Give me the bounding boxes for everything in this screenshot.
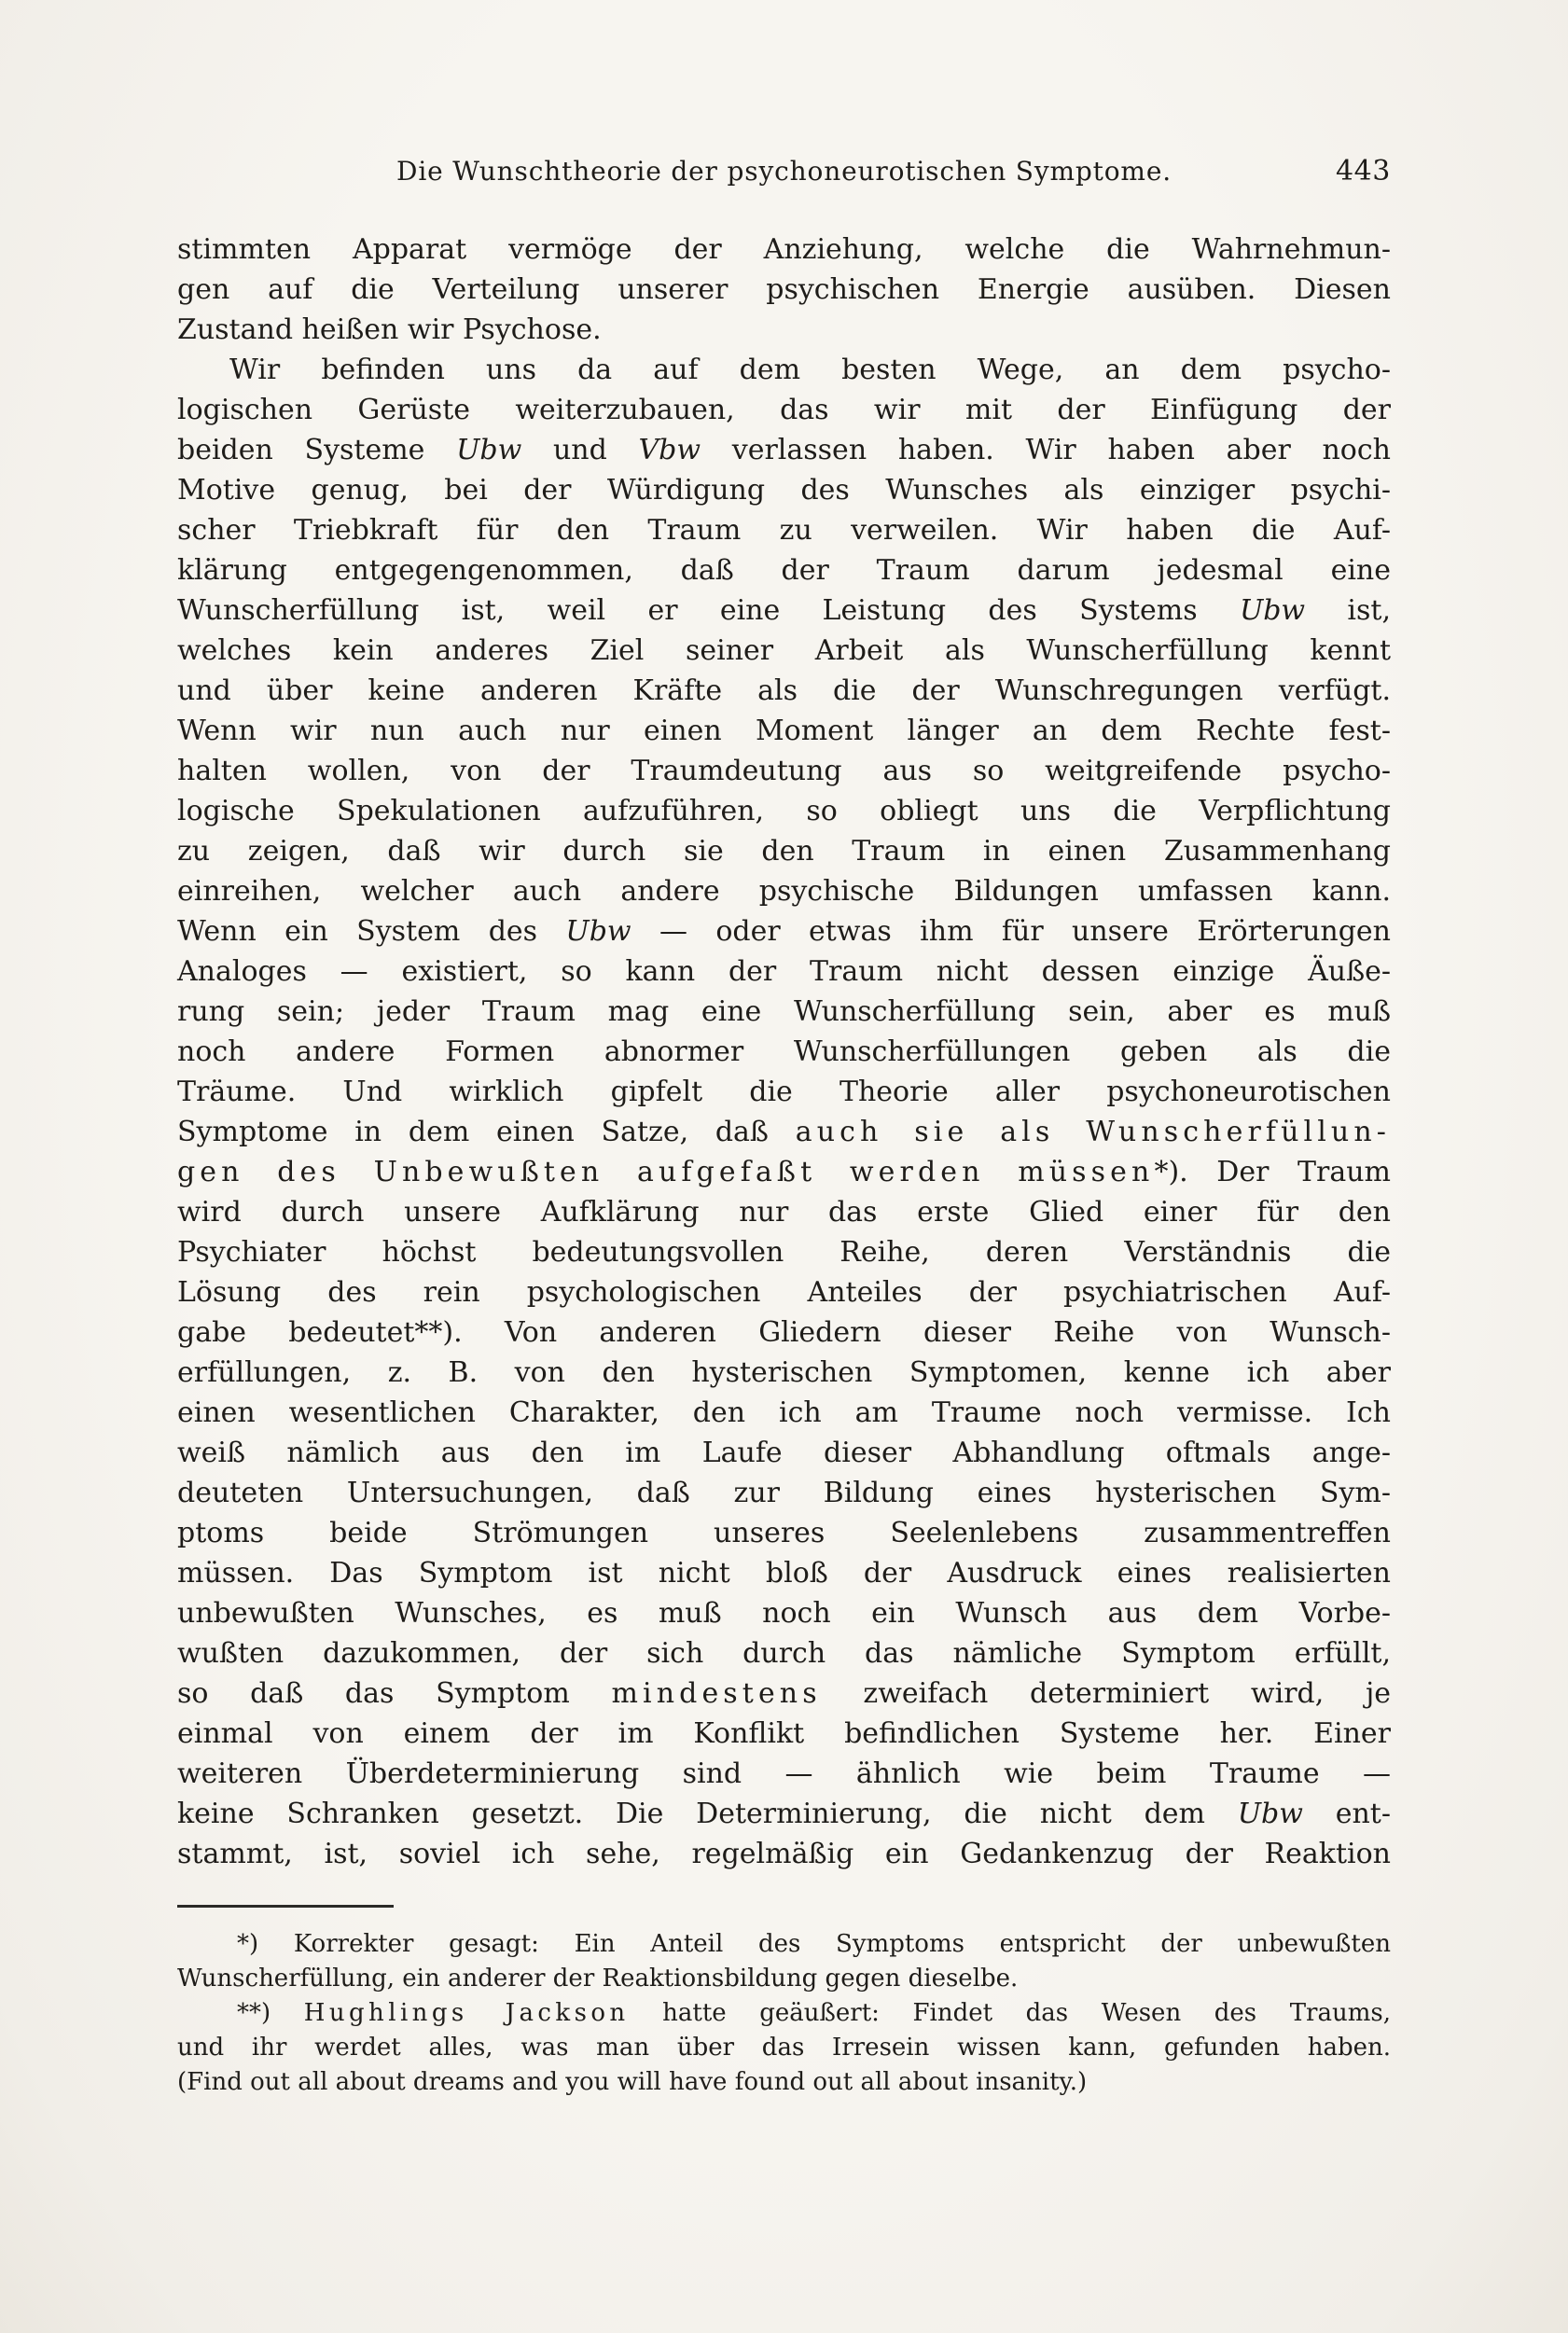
- body-line: [177, 1553, 1391, 1593]
- body-line: [177, 1393, 1391, 1433]
- text-run: keine Schranken gesetzt. Die Determinierung, die nicht dem: [177, 1798, 1238, 1830]
- spaced-emphasis: auch sie als Wunscherfüllun-: [795, 1116, 1391, 1148]
- text-run: und ihr werdet alles, was man über das Irresein wissen kann, gefunden haben.: [177, 2034, 1391, 2062]
- spaced-emphasis: mindestens: [611, 1677, 822, 1710]
- text-run: deuteten Untersuchungen, daß zur Bildung eines hysterischen Sym-: [177, 1477, 1391, 1509]
- body-line: [177, 751, 1391, 791]
- body-line: [177, 671, 1391, 711]
- text-run: ent-: [1302, 1798, 1391, 1830]
- body-line: [177, 1794, 1391, 1834]
- text-run: Wunscherfüllung, ein anderer der Reaktionsbildung gegen dieselbe.: [177, 1965, 1019, 1993]
- italic-term: Ubw: [456, 434, 522, 466]
- text-run: beiden Systeme: [177, 434, 457, 466]
- body-line: [177, 1433, 1391, 1473]
- body-line: [177, 1032, 1391, 1072]
- text-run: stimmten Apparat vermöge der Anziehung, welche die Wahrnehmun-: [177, 233, 1391, 266]
- text-run: Zustand heißen wir Psychose.: [177, 313, 602, 346]
- body-line: [177, 992, 1391, 1032]
- text-run: halten wollen, von der Traumdeutung aus so weitgreifende psycho-: [177, 755, 1391, 787]
- body-line: [177, 430, 1391, 470]
- text-run: zu zeigen, daß wir durch sie den Traum in einen Zusammenhang: [177, 835, 1391, 868]
- text-run: Analoges — existiert, so kann der Traum nicht dessen einzige Äuße-: [177, 955, 1391, 988]
- text-run: — oder etwas ihm für unsere Erörterungen: [631, 915, 1391, 948]
- text-run: Träume. Und wirklich gipfelt die Theorie aller psychoneurotischen: [177, 1076, 1391, 1108]
- text-run: *). Der Traum: [1154, 1156, 1391, 1188]
- body-line: [177, 310, 1391, 350]
- text-run: einen wesentlichen Charakter, den ich am Traume noch vermisse. Ich: [177, 1396, 1391, 1429]
- text-run: wird durch unsere Aufklärung nur das erste Glied einer für den: [177, 1196, 1391, 1229]
- body-line: [177, 229, 1391, 270]
- text-run: Wenn ein System des: [177, 915, 566, 948]
- body-line: [177, 510, 1391, 550]
- text-run: gabe bedeutet**). Von anderen Gliedern dieser Reihe von Wunsch-: [177, 1316, 1391, 1349]
- text-run: erfüllungen, z. B. von den hysterischen Symptomen, kenne ich aber: [177, 1356, 1391, 1389]
- body-text: [177, 229, 1391, 1874]
- text-run: verlassen haben. Wir haben aber noch: [701, 434, 1391, 466]
- body-line: [177, 1072, 1391, 1112]
- body-line: [177, 871, 1391, 911]
- body-line: [177, 831, 1391, 871]
- footnote-line: [177, 1962, 1391, 1996]
- body-line: [177, 350, 1391, 390]
- text-run: wußten dazukommen, der sich durch das nämliche Symptom erfüllt,: [177, 1637, 1391, 1670]
- body-line: [177, 1834, 1391, 1874]
- text-run: (Find out all about dreams and you will have found out all about insanity.): [177, 2068, 1088, 2096]
- text-run: welches kein anderes Ziel seiner Arbeit als Wunscherfüllung kennt: [177, 634, 1391, 667]
- text-run: unbewußten Wunsches, es muß noch ein Wunsch aus dem Vorbe-: [177, 1597, 1391, 1630]
- text-run: **): [237, 1999, 304, 2027]
- text-run: Psychiater höchst bedeutungsvollen Reihe, deren Verständnis die: [177, 1236, 1391, 1269]
- text-run: Wunscherfüllung ist, weil er eine Leistung des Systems: [177, 594, 1240, 627]
- body-line: [177, 1633, 1391, 1673]
- body-line: [177, 1714, 1391, 1754]
- body-line: [177, 1473, 1391, 1513]
- body-line: [177, 631, 1391, 671]
- body-line: [177, 1232, 1391, 1272]
- body-line: [177, 1152, 1391, 1192]
- text-run: und über keine anderen Kräfte als die der Wunschregungen verfügt.: [177, 674, 1391, 707]
- body-line: [177, 1754, 1391, 1794]
- text-run: weiteren Überdeterminierung sind — ähnlich wie beim Traume —: [177, 1757, 1391, 1790]
- text-run: Wenn wir nun auch nur einen Moment länger an dem Rechte fest-: [177, 715, 1391, 747]
- footnote-line: [177, 1996, 1391, 2031]
- body-line: [177, 550, 1391, 590]
- body-line: [177, 1513, 1391, 1553]
- body-line: [177, 390, 1391, 430]
- body-line: [177, 1192, 1391, 1232]
- footnote-line: [177, 2031, 1391, 2065]
- text-run: und: [521, 434, 639, 466]
- italic-term: Ubw: [1239, 594, 1306, 627]
- text-run: so daß das Symptom: [177, 1677, 612, 1710]
- text-run: rung sein; jeder Traum mag eine Wunscherfüllung sein, aber es muß: [177, 995, 1391, 1028]
- italic-term: Vbw: [638, 434, 701, 466]
- text-run: *) Korrekter gesagt: Ein Anteil des Symptoms entspricht der unbewußten: [237, 1930, 1391, 1958]
- text-run: hatte geäußert: Findet das Wesen des Traums,: [629, 1999, 1391, 2027]
- text-run: gen auf die Verteilung unserer psychischen Energie ausüben. Diesen: [177, 273, 1391, 306]
- page-number: 443: [1335, 155, 1391, 187]
- body-line: [177, 791, 1391, 831]
- text-run: einreihen, welcher auch andere psychische Bildungen umfassen kann.: [177, 875, 1391, 908]
- body-line: [177, 1673, 1391, 1714]
- text-run: Motive genug, bei der Würdigung des Wunsches als einziger psychi-: [177, 474, 1391, 507]
- body-line: [177, 1312, 1391, 1353]
- text-run: logische Spekulationen aufzuführen, so obliegt uns die Verpflichtung: [177, 795, 1391, 827]
- text-run: Wir befinden uns da auf dem besten Wege, an dem psycho-: [229, 354, 1391, 386]
- text-run: ptoms beide Strömungen unseres Seelenlebens zusammentreffen: [177, 1517, 1391, 1549]
- footnote-line: [177, 2065, 1391, 2100]
- page-title: Die Wunschtheorie der psychoneurotischen Symptome.: [396, 156, 1172, 187]
- text-run: ist,: [1305, 594, 1391, 627]
- text-run: Lösung des rein psychologischen Anteiles der psychiatrischen Auf-: [177, 1276, 1391, 1309]
- italic-term: Ubw: [1237, 1798, 1303, 1830]
- spaced-emphasis: gen des Unbewußten aufgefaßt werden müssen: [177, 1156, 1155, 1188]
- body-line: [177, 1272, 1391, 1312]
- body-line: [177, 470, 1391, 510]
- text-run: klärung entgegengenommen, daß der Traum darum jedesmal eine: [177, 554, 1391, 587]
- text-run: Symptome in dem einen Satze, daß: [177, 1116, 796, 1148]
- text-run: müssen. Das Symptom ist nicht bloß der Ausdruck eines realisierten: [177, 1557, 1391, 1590]
- body-line: [177, 590, 1391, 631]
- text-run: zweifach determiniert wird, je: [821, 1677, 1391, 1710]
- body-line: [177, 711, 1391, 751]
- footnote-separator: [177, 1905, 394, 1908]
- footnote-line: [177, 1927, 1391, 1962]
- body-line: [177, 1593, 1391, 1633]
- body-line: [177, 1353, 1391, 1393]
- text-run: noch andere Formen abnormer Wunscherfüllungen geben als die: [177, 1035, 1391, 1068]
- text-run: scher Triebkraft für den Traum zu verweilen. Wir haben die Auf-: [177, 514, 1391, 547]
- text-run: weiß nämlich aus den im Laufe dieser Abhandlung oftmals ange-: [177, 1437, 1391, 1469]
- running-head: [177, 151, 1391, 192]
- body-line: [177, 270, 1391, 310]
- text-run: stammt, ist, soviel ich sehe, regelmäßig ein Gedankenzug der Reaktion: [177, 1838, 1391, 1870]
- body-line: [177, 911, 1391, 951]
- footnotes: [177, 1927, 1391, 2100]
- spaced-emphasis: Hughlings Jackson: [303, 1999, 630, 2027]
- italic-term: Ubw: [565, 915, 631, 948]
- text-run: einmal von einem der im Konflikt befindlichen Systeme her. Einer: [177, 1717, 1391, 1750]
- text-run: logischen Gerüste weiterzubauen, das wir mit der Einfügung der: [177, 394, 1391, 426]
- body-line: [177, 1112, 1391, 1152]
- body-line: [177, 951, 1391, 992]
